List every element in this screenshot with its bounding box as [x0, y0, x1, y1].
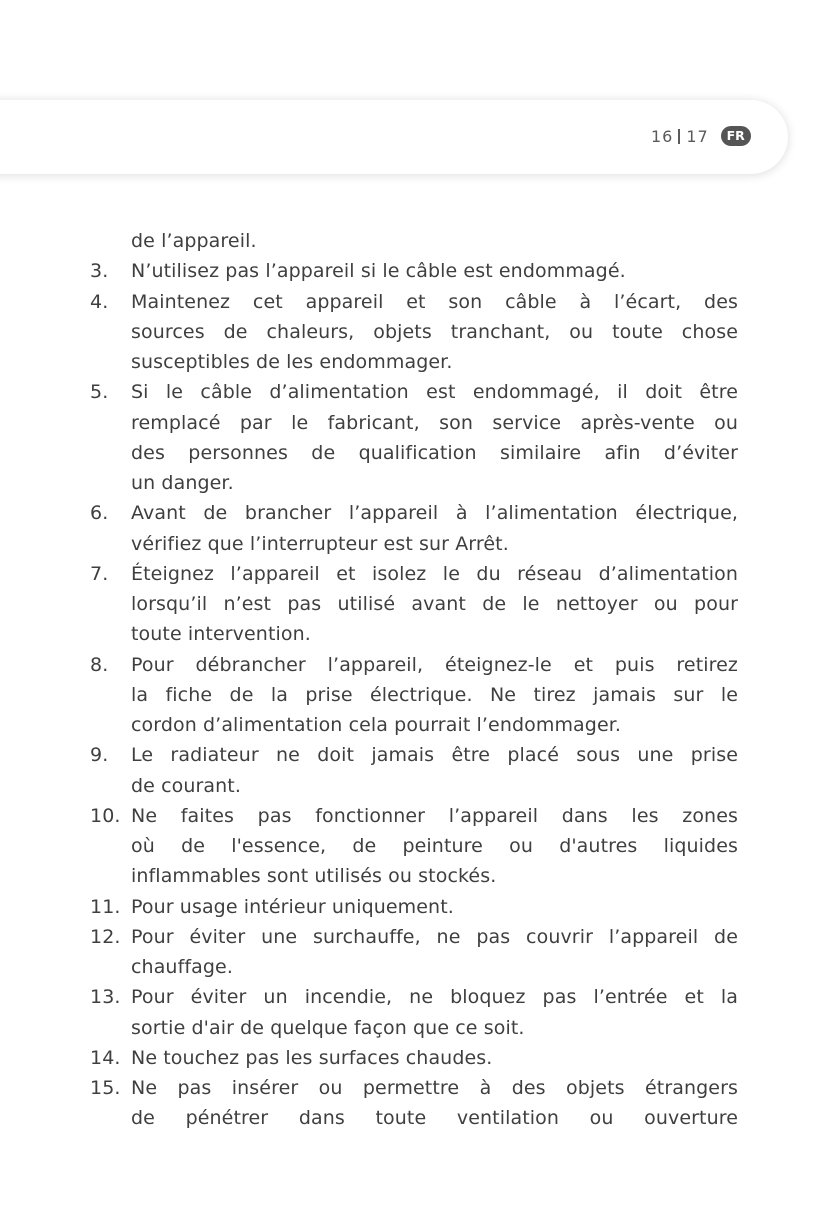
list-item-text: lorsqu’il n’est pas utilisé avant de le nettoyer ou pour	[131, 593, 738, 615]
list-item-text: des personnes de qualification similaire afin d’éviter	[131, 441, 738, 464]
list-item-number: 15.	[90, 1077, 121, 1099]
list-item-text: de pénétrer dans toute ventilation ou ouverture	[131, 1107, 738, 1130]
list-item-line	[90, 740, 738, 770]
list-item-line	[90, 559, 738, 589]
list-item-line	[90, 256, 738, 286]
list-item-line	[90, 1043, 738, 1073]
list-item-text: Le radiateur ne doit jamais être placé sous une prise	[131, 744, 738, 767]
list-item	[90, 287, 738, 378]
list-item	[90, 801, 738, 892]
list-item-line	[90, 438, 738, 468]
list-item-line	[90, 861, 738, 891]
list-item-text: N’utilisez pas l’appareil si le câble est endommagé.	[131, 260, 626, 283]
list-item	[90, 740, 738, 801]
list-item-text: remplacé par le fabricant, son service après-vente ou	[131, 411, 738, 434]
list-item-number: 13.	[90, 986, 121, 1009]
list-item-text: Pour débrancher l’appareil, éteignez-le et puis retirez	[131, 653, 738, 676]
list-item-line	[90, 377, 738, 407]
list-item-number: 11.	[90, 895, 121, 918]
list-item-text: Pour usage intérieur uniquement.	[131, 895, 454, 918]
list-item-number: 12.	[90, 925, 121, 948]
list-item-text: Éteignez l’appareil et isolez le du réseau d’alimentation	[131, 562, 738, 585]
list-item-text: chauffage.	[131, 956, 233, 978]
list-item-line	[90, 771, 738, 801]
list-item	[90, 559, 738, 650]
list-item-number: 8.	[90, 653, 109, 676]
list-item	[90, 1043, 738, 1073]
list-item-line	[90, 287, 738, 317]
list-item-line	[90, 710, 738, 740]
list-item-number: 3.	[90, 260, 109, 283]
list-item-text: Ne touchez pas les surfaces chaudes.	[131, 1046, 493, 1069]
page-indicator	[651, 126, 751, 146]
list-item-line	[90, 347, 738, 377]
list-item-line	[90, 468, 738, 498]
list-item-number: 14.	[90, 1046, 121, 1069]
list-item-text: susceptibles de les endommager.	[131, 351, 453, 373]
list-item	[90, 226, 738, 256]
list-item-number: 10.	[90, 804, 121, 827]
language-badge: FR	[721, 126, 751, 146]
list-item-text: de courant.	[131, 774, 241, 797]
list-item-line	[90, 952, 738, 982]
list-item-text: la fiche de la prise électrique. Ne tirez jamais sur le	[131, 683, 738, 706]
list-item-text: inflammables sont utilisés ou stockés.	[131, 865, 497, 888]
list-item	[90, 982, 738, 1043]
list-item-number: 4.	[90, 290, 109, 313]
list-item-text: Pour éviter un incendie, ne bloquez pas l’entrée et la	[131, 986, 738, 1009]
list-item	[90, 892, 738, 922]
list-item-number: 9.	[90, 744, 109, 767]
list-item-text: sortie d'air de quelque façon que ce soit.	[131, 1016, 525, 1039]
list-item-text: cordon d’alimentation cela pourrait l’endommager.	[131, 714, 622, 736]
list-item-line	[90, 892, 738, 922]
page-current: 16	[651, 126, 674, 146]
list-item-number: 5.	[90, 381, 109, 404]
list-item-line	[90, 650, 738, 680]
page-separator	[678, 129, 680, 144]
list-item-text: sources de chaleurs, objets tranchant, ou toute chose	[131, 320, 738, 343]
list-item-line	[90, 408, 738, 438]
list-item-number: 7.	[90, 562, 109, 585]
list-item	[90, 650, 738, 741]
page-total: 17	[686, 126, 709, 146]
list-item-line	[90, 982, 738, 1012]
list-item-line	[90, 619, 738, 649]
list-item	[90, 498, 738, 559]
list-item-line	[90, 1073, 738, 1103]
list-item-line	[90, 498, 738, 528]
list-item-text: toute intervention.	[131, 623, 311, 646]
list-item-line	[90, 317, 738, 347]
list-item-line	[90, 831, 738, 861]
list-item-line	[90, 801, 738, 831]
list-item	[90, 377, 738, 498]
list-item-text: Ne faites pas fonctionner l’appareil dans les zones	[131, 804, 738, 827]
list-item-text: vérifiez que l’interrupteur est sur Arrêt.	[131, 532, 509, 555]
list-item-line	[90, 226, 738, 256]
list-item	[90, 1073, 738, 1134]
list-item-text: un danger.	[131, 472, 234, 494]
list-item-line	[90, 1103, 738, 1133]
list-item-line	[90, 680, 738, 710]
list-item	[90, 922, 738, 983]
list-item-text: Pour éviter une surchauffe, ne pas couvrir l’appareil de	[131, 925, 738, 948]
list-item-number: 6.	[90, 502, 109, 525]
list-item-text: Maintenez cet appareil et son câble à l’écart, des	[131, 290, 738, 313]
list-item-line	[90, 1013, 738, 1043]
list-item	[90, 256, 738, 286]
list-item-line	[90, 529, 738, 559]
safety-instructions-list	[90, 226, 738, 1134]
list-item-text: où de l'essence, de peinture ou d'autres liquides	[131, 835, 738, 857]
list-item-line	[90, 922, 738, 952]
list-item-line	[90, 589, 738, 619]
list-item-text: de l’appareil.	[131, 230, 257, 252]
list-item-text: Ne pas insérer ou permettre à des objets étrangers	[131, 1077, 738, 1099]
list-item-text: Si le câble d’alimentation est endommagé, il doit être	[131, 381, 738, 404]
list-item-text: Avant de brancher l’appareil à l’alimentation électrique,	[131, 502, 738, 525]
